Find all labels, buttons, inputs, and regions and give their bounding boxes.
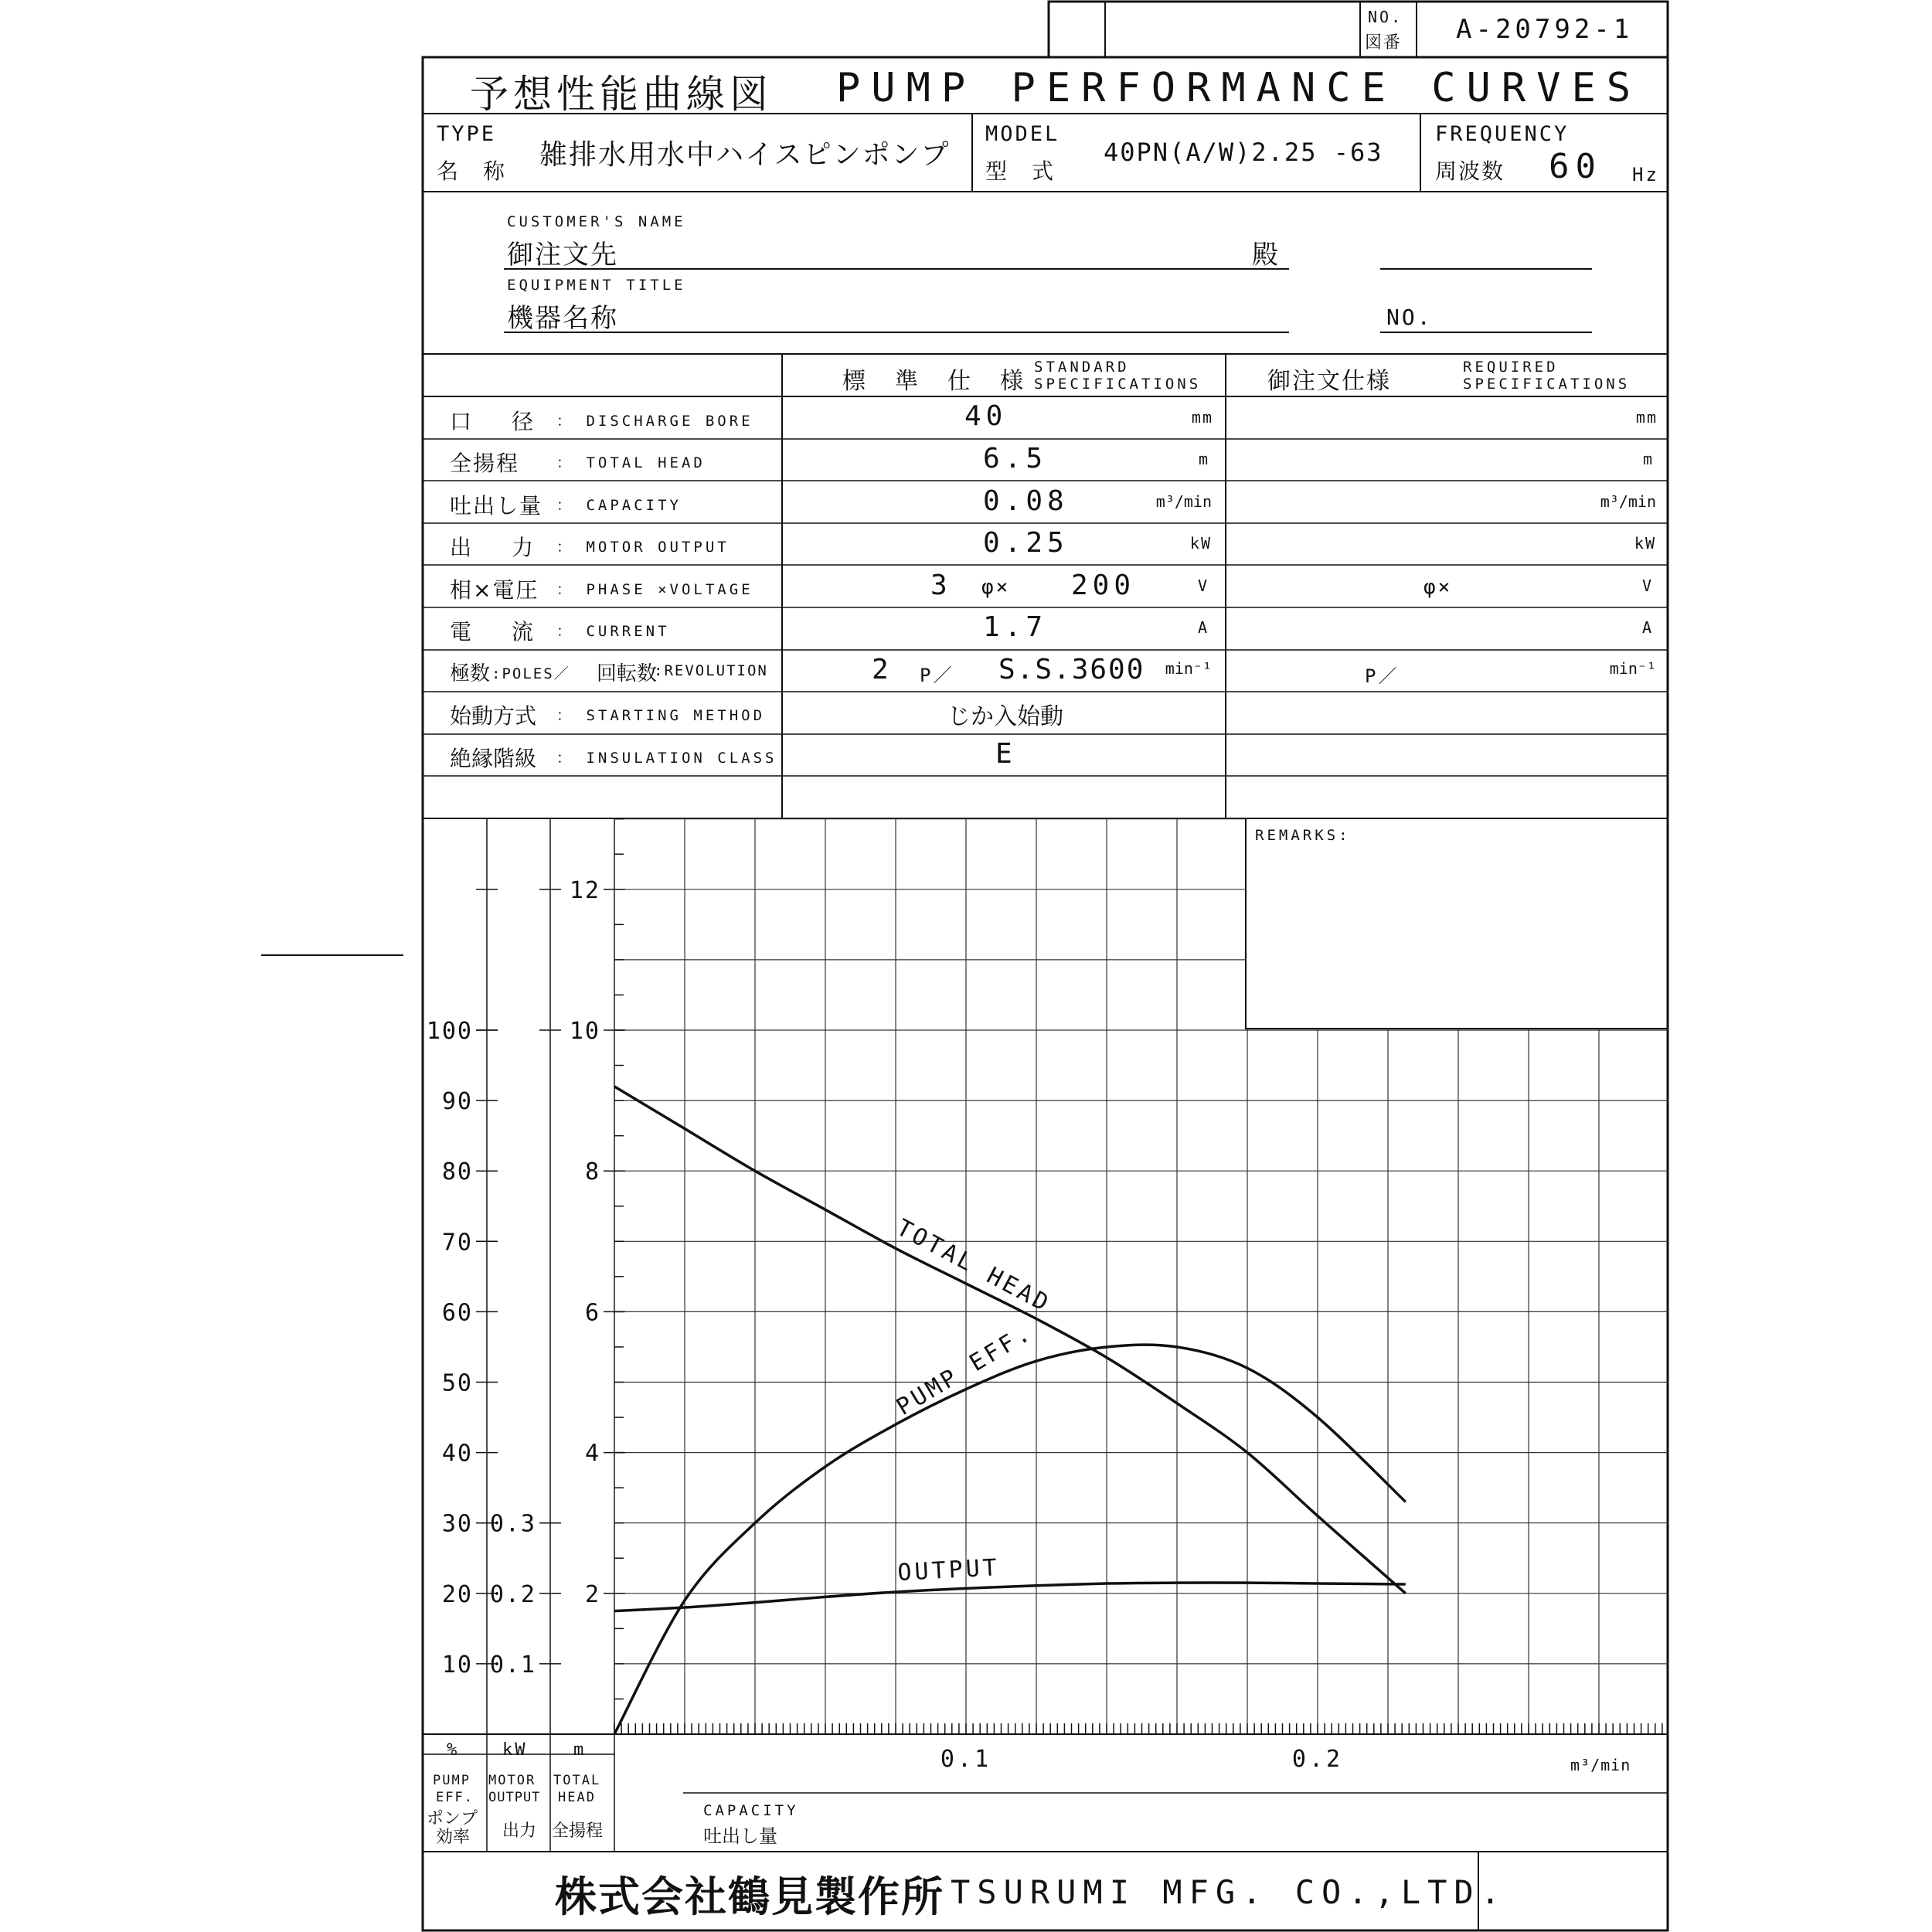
spec-unit: m³/min — [1155, 492, 1212, 511]
output-tick-label: 0.2 — [489, 1580, 536, 1608]
spec-value: 1.7 — [983, 611, 1048, 643]
frequency-label-jp: 周波数 — [1435, 158, 1505, 184]
spec-label-en: ： PHASE ×VOLTAGE — [556, 581, 753, 598]
motor-output-curve — [614, 1583, 1406, 1611]
spec-label-jp: 口 径 — [450, 409, 543, 434]
spec-label-en: ： CAPACITY — [556, 497, 682, 514]
req-mid: P／ — [1365, 665, 1400, 687]
eff-label-jp-2: 効率 — [436, 1828, 471, 1847]
company-name-jp: 株式会社鶴見製作所 — [555, 1872, 944, 1921]
equipment-no-label: NO. — [1386, 304, 1433, 330]
axis-ticks — [476, 819, 1662, 1734]
spec-label-jp2: 回転数 — [597, 662, 658, 685]
spec-label-jp: 始動方式 — [450, 703, 537, 729]
type-label-jp: 名 称 — [437, 158, 507, 184]
spec-label-en: :POLES／ — [492, 665, 570, 682]
required-spec-header-en-2: SPECIFICATIONS — [1463, 376, 1631, 393]
standard-spec-header-en-2: SPECIFICATIONS — [1034, 376, 1202, 393]
spec-label-jp: 相×電圧 — [450, 577, 539, 603]
drawing-number: A-20792-1 — [1456, 14, 1634, 45]
eff-tick-label: 20 — [441, 1580, 473, 1608]
remarks-label: REMARKS: — [1255, 827, 1351, 844]
head-tick-label: 6 — [584, 1299, 600, 1327]
spec-label-jp: 絶縁階級 — [450, 746, 537, 771]
eff-label-jp-1: ポンプ — [427, 1809, 478, 1828]
output-label-en-1: MOTOR — [488, 1773, 536, 1788]
eff-tick-label: 100 — [426, 1018, 473, 1045]
spec-unit: m — [1198, 450, 1209, 468]
spec-unit: V — [1197, 577, 1209, 595]
customer-name-label-en: CUSTOMER'S NAME — [507, 213, 686, 230]
customer-name-label-jp: 御注文先 — [507, 240, 618, 270]
req-unit: min⁻¹ — [1609, 659, 1656, 678]
equipment-title-label-en: EQUIPMENT TITLE — [507, 277, 686, 294]
model-label-en: MODEL — [985, 122, 1060, 146]
spec-label-en: ： INSULATION CLASS — [556, 750, 777, 767]
spec-label-en: ： DISCHARGE BORE — [556, 413, 753, 430]
head-tick-label: 10 — [569, 1018, 600, 1045]
customer-honorific: 殿 — [1252, 240, 1280, 270]
req-mid: φ× — [1423, 576, 1453, 599]
type-label-en: TYPE — [437, 122, 497, 146]
spec-label-jp: 極数 — [450, 662, 491, 685]
eff-tick-label: 40 — [441, 1440, 473, 1468]
head-label-en-2: HEAD — [558, 1790, 596, 1805]
drawing-no-label-en: NO. — [1368, 8, 1403, 26]
req-unit: m³/min — [1600, 492, 1656, 511]
pump-efficiency-curve — [614, 1345, 1406, 1734]
output-label: OUTPUT — [896, 1554, 1001, 1587]
req-unit: A — [1641, 618, 1654, 637]
total-head-label: TOTAL HEAD — [892, 1214, 1056, 1318]
eff-tick-label: 10 — [441, 1651, 473, 1679]
head-label-en-1: TOTAL — [553, 1773, 601, 1788]
spec-unit: A — [1197, 618, 1209, 637]
company-name-en: TSURUMI MFG. CO.,LTD. — [951, 1873, 1508, 1911]
eff-label-en-2: EFF. — [436, 1790, 474, 1805]
output-tick-label: 0.3 — [489, 1510, 536, 1538]
req-unit: kW — [1634, 534, 1656, 553]
performance-curves — [614, 1087, 1406, 1734]
chart-grid — [614, 818, 1668, 1734]
spec-label-en: ： MOTOR OUTPUT — [556, 539, 730, 556]
eff-tick-label: 90 — [441, 1088, 473, 1116]
output-label-en-2: OUTPUT — [488, 1790, 541, 1805]
spec-label-jp: 出 力 — [450, 535, 543, 560]
x-tick-label: 0.1 — [940, 1746, 992, 1773]
frequency-label-en: FREQUENCY — [1435, 122, 1570, 146]
req-unit: V — [1641, 577, 1654, 595]
head-tick-label: 8 — [584, 1158, 600, 1186]
spec-unit: mm — [1191, 408, 1213, 427]
eff-tick-label: 70 — [441, 1229, 473, 1257]
spec-label-en: ： STARTING METHOD — [556, 707, 766, 724]
x-label-en: CAPACITY — [703, 1802, 799, 1819]
required-spec-header-jp: 御注文仕様 — [1267, 368, 1391, 395]
model-label-jp: 型 式 — [985, 158, 1056, 184]
spec-value-a: 3 — [930, 570, 950, 601]
spec-label-jp: 吐出し量 — [450, 493, 543, 519]
output-tick-label: 0.1 — [489, 1651, 536, 1679]
standard-spec-header-en-1: STANDARD — [1034, 359, 1130, 376]
head-label-jp: 全揚程 — [552, 1821, 604, 1841]
type-value: 雑排水用水中ハイスピンポンプ — [539, 139, 951, 171]
eff-tick-label: 30 — [441, 1510, 473, 1538]
title-en: PUMP PERFORMANCE CURVES — [836, 65, 1642, 111]
spec-label-en: ： TOTAL HEAD — [556, 454, 706, 471]
spec-value: E — [995, 738, 1015, 770]
spec-value-mid: P／ — [920, 665, 954, 686]
spec-value-mid: φ× — [981, 576, 1011, 599]
x-label-jp: 吐出し量 — [703, 1825, 777, 1847]
tick-labels — [427, 877, 1343, 1773]
spec-label-en2: :REVOLUTION — [654, 662, 768, 679]
pump-eff-label: PUMP EFF. — [892, 1318, 1038, 1421]
model-value: 40PN(A/W)2.25 -63 — [1104, 138, 1383, 167]
spec-label-jp: 全揚程 — [450, 451, 520, 476]
spec-unit: kW — [1189, 534, 1212, 553]
spec-unit: min⁻¹ — [1165, 659, 1212, 678]
frequency-value: 60 — [1549, 147, 1602, 186]
spec-value-a: 2 — [872, 654, 891, 685]
spec-value-b: 200 — [1071, 570, 1136, 601]
spec-value: じか入始動 — [947, 703, 1063, 730]
x-unit: m³/min — [1570, 1756, 1631, 1774]
drawing-no-label-jp: 図番 — [1365, 33, 1403, 53]
eff-tick-label: 80 — [441, 1158, 473, 1186]
spec-value: 6.5 — [983, 443, 1048, 474]
x-tick-label: 0.2 — [1291, 1746, 1344, 1773]
frequency-unit: Hz — [1632, 164, 1659, 185]
head-tick-label: 4 — [584, 1440, 600, 1468]
spec-label-en: ： CURRENT — [556, 623, 670, 640]
title-jp: 予想性能曲線図 — [470, 72, 773, 117]
eff-label-en-1: PUMP — [433, 1773, 471, 1788]
req-unit: mm — [1635, 408, 1658, 427]
head-tick-label: 2 — [584, 1580, 600, 1608]
standard-spec-header-jp: 標 準 仕 様 — [842, 368, 1026, 395]
spec-value-b: S.S.3600 — [998, 654, 1145, 685]
required-spec-header-en-1: REQUIRED — [1463, 359, 1559, 376]
head-tick-label: 12 — [569, 876, 600, 904]
output-unit: kW — [502, 1740, 528, 1760]
spec-value: 40 — [964, 400, 1008, 432]
spec-label-jp: 電 流 — [450, 619, 543, 645]
spec-value: 0.08 — [983, 485, 1069, 517]
req-unit: m — [1642, 450, 1654, 468]
eff-unit: % — [447, 1740, 460, 1760]
equipment-title-label-jp: 機器名称 — [507, 303, 618, 334]
eff-tick-label: 50 — [441, 1369, 473, 1397]
output-label-jp: 出力 — [502, 1821, 537, 1841]
spec-value: 0.25 — [983, 527, 1069, 559]
eff-tick-label: 60 — [441, 1299, 473, 1327]
head-unit: m — [573, 1740, 587, 1760]
